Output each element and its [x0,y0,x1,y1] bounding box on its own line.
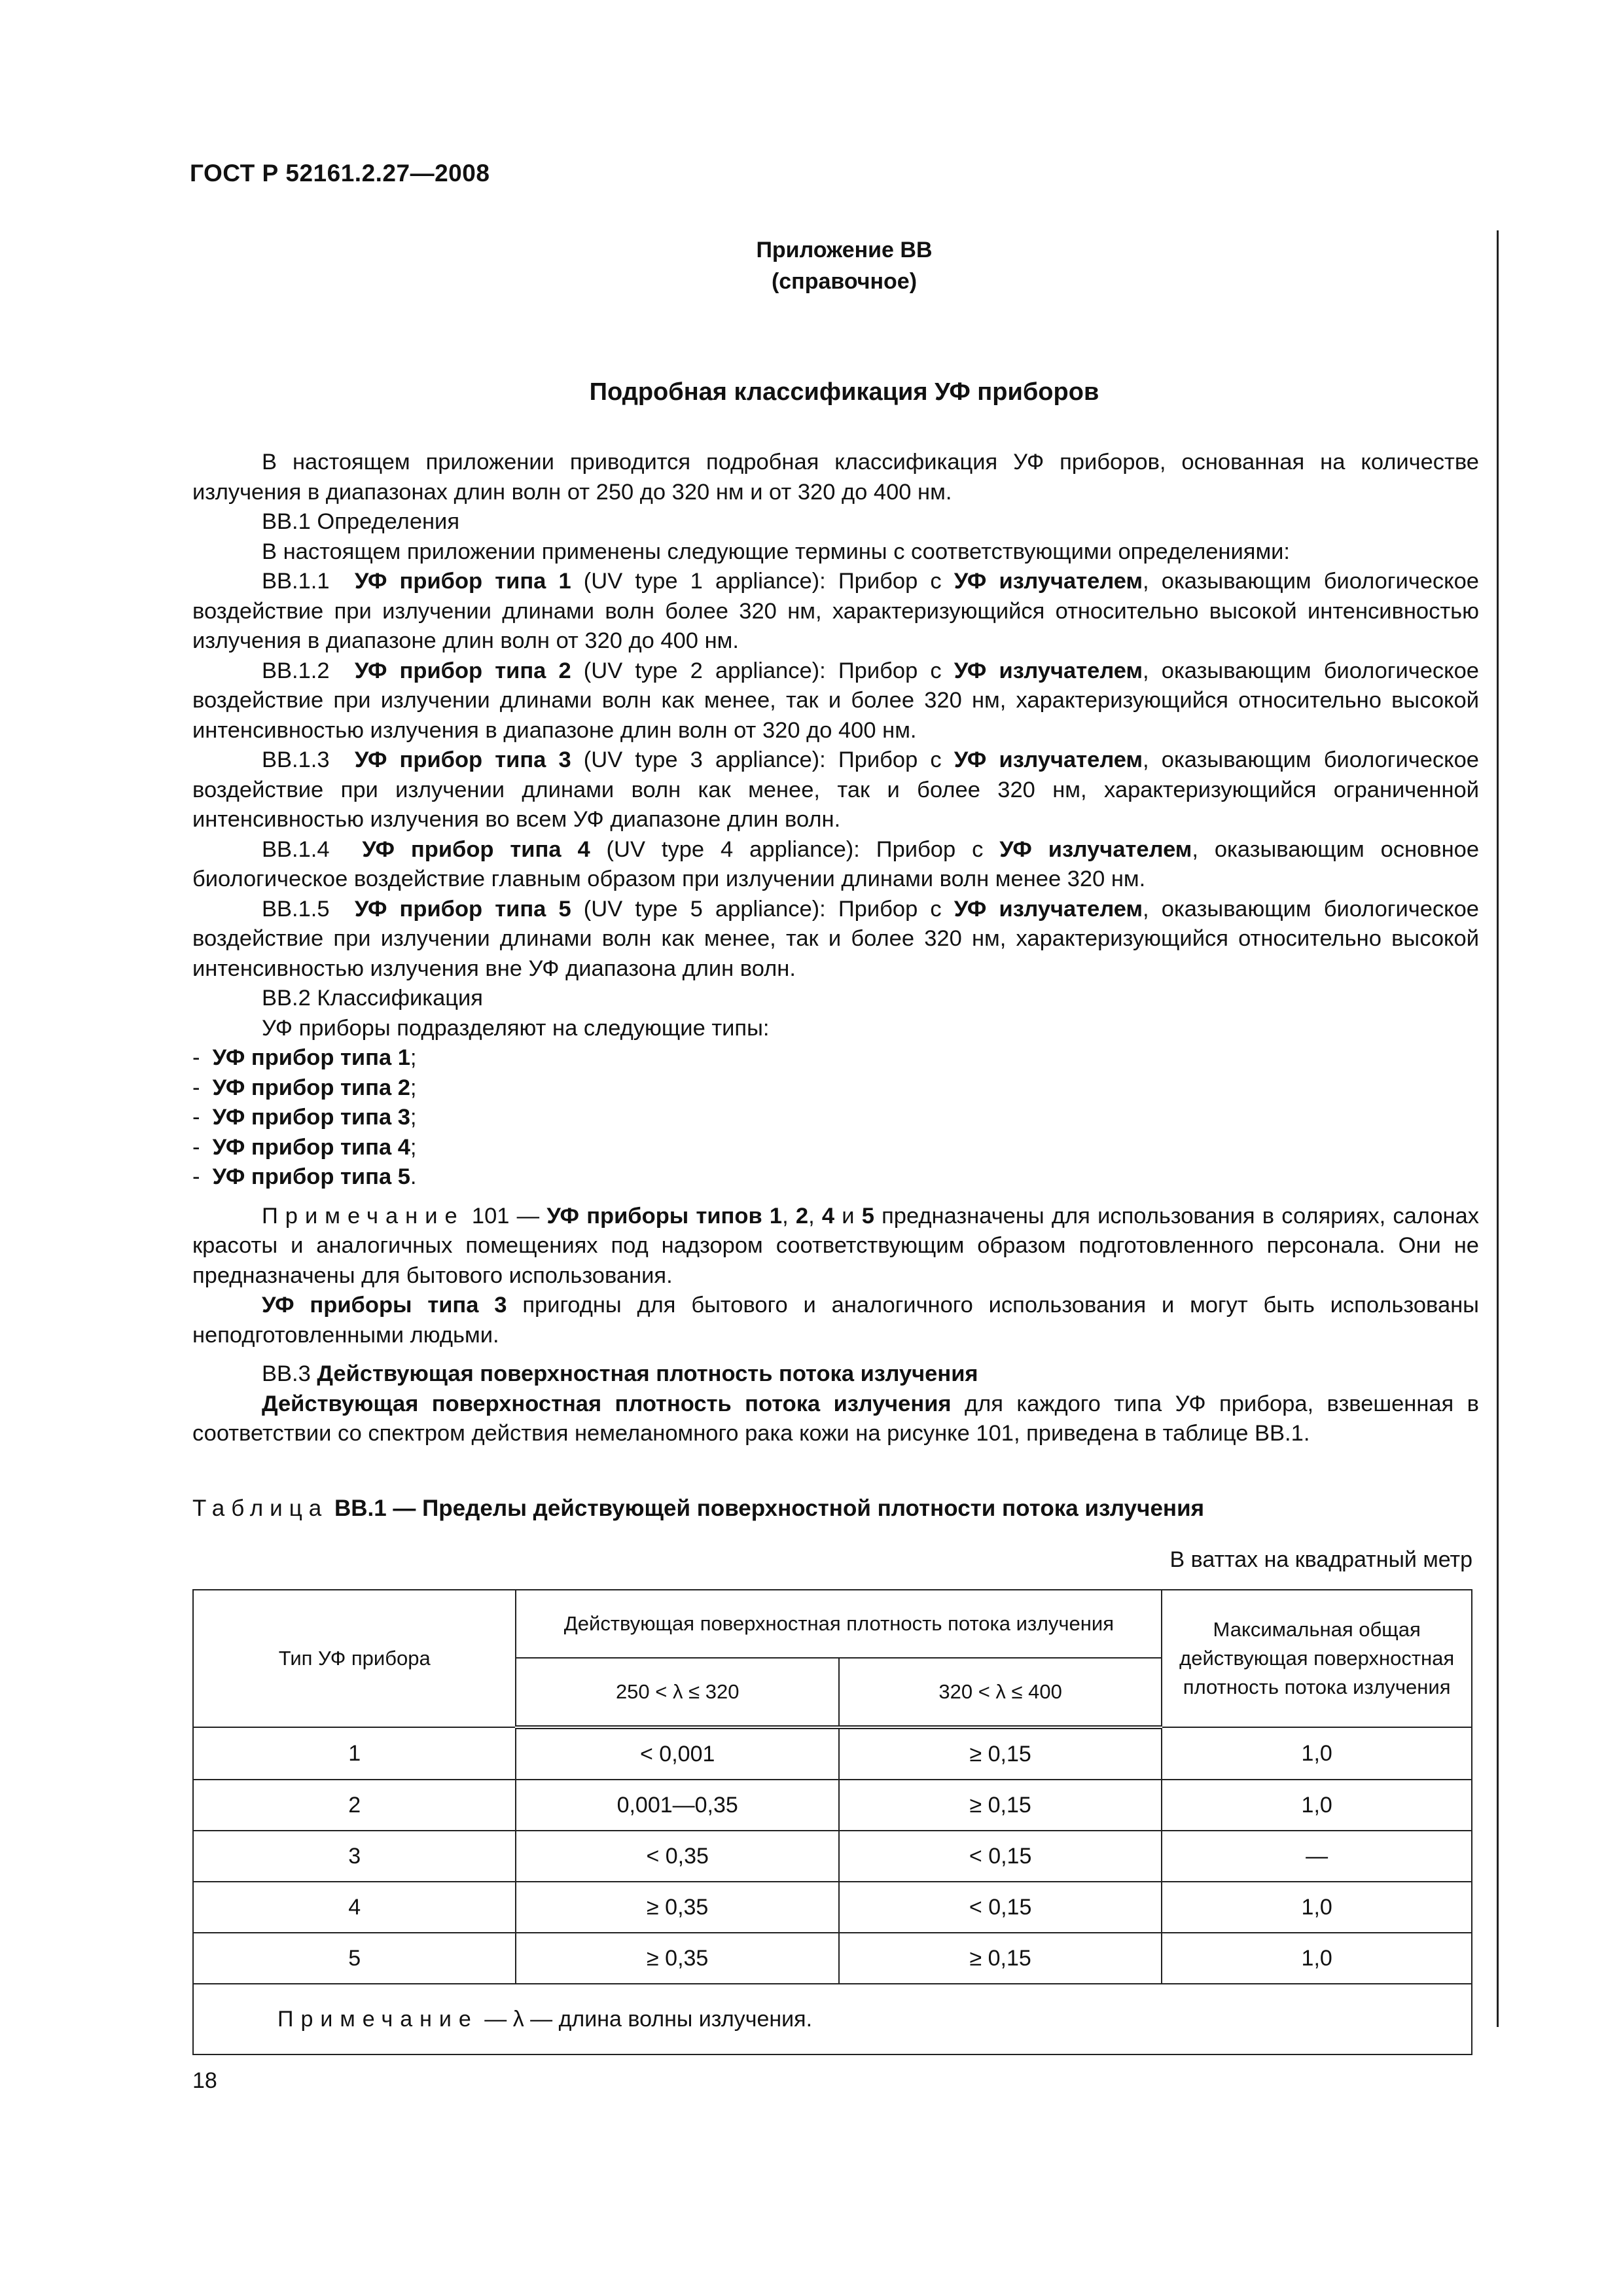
cell-range-2: ≥ 0,15 [839,1933,1162,1984]
flux-text: для каждого типа УФ прибора, взвешенная в соответствии со спектром действия немеланомного рака кожи на рисунке 101, приведена в таблице ВВ.1. [192,1391,1480,1446]
list-dash: - [192,1164,200,1189]
cell-range-1: 0,001—0,35 [516,1780,838,1831]
note-bold: типов 1 [696,1203,783,1229]
body-text [192,448,1479,1449]
list-item-end: . [410,1164,417,1189]
table-note-word: Примечание [277,2006,478,2032]
definition-text: (UV type 1 appliance): Прибор с [571,569,954,594]
definition-number: ВВ.1.3 [262,747,330,772]
cell-type: 4 [193,1882,516,1933]
document-id: ГОСТ Р 52161.2.27—2008 [190,160,490,187]
definition-paragraph [192,745,1479,835]
definition-text: , оказывающим биологическое воздействие при излучении длинами волн более 320 нм, характеризующийся относительно высокой интенсивностью излучения в диапазоне длин волн от 320 до 400 нм. [192,569,1479,653]
cell-max: 1,0 [1162,1727,1472,1780]
cell-type: 2 [193,1780,516,1831]
table-note-row [193,1984,1472,2054]
list-dash: - [192,1045,200,1070]
cell-range-2: ≥ 0,15 [839,1780,1162,1831]
section-heading-classification: ВВ.2 Классификация [262,986,483,1011]
definition-term: УФ прибор типа 3 [354,747,571,772]
definition-term: УФ прибор типа 5 [354,896,571,922]
definition-emitter: УФ излучателем [954,569,1143,594]
definition-emitter: УФ излучателем [999,836,1192,862]
definition-paragraph [192,656,1479,746]
definition-emitter: УФ излучателем [954,747,1143,772]
definition-paragraph [192,895,1479,984]
list-item [192,1043,1479,1073]
list-item [192,1133,1479,1163]
appendix-heading [190,234,1499,297]
table-row [193,1727,1472,1780]
header-range-1: 250 < λ ≤ 320 [516,1658,838,1727]
definition-term: УФ прибор типа 2 [354,658,571,683]
definition-number: ВВ.1.1 [262,569,330,594]
header-type: Тип УФ прибора [193,1590,516,1727]
cell-range-1: ≥ 0,35 [516,1882,838,1933]
definition-emitter: УФ излучателем [954,658,1143,683]
definition-text: , оказывающим биологическое воздействие при излучении длинами волн как менее, так и более 320 нм, характеризующийся относительно высокой интенсивностью излучения вне УФ диапазона длин волн. [192,896,1479,981]
cell-range-1: ≥ 0,35 [516,1933,838,1984]
note-word: Примечание [262,1203,465,1229]
note-bold: 2 [795,1203,809,1229]
flux-paragraph [192,1390,1479,1449]
header-max-line: Максимальная общая [1213,1618,1421,1641]
list-dash: - [192,1134,200,1160]
cell-range-2: ≥ 0,15 [839,1727,1162,1780]
definition-number: ВВ.1.2 [262,658,330,683]
note-text: пригодны для бытового и аналогичного использования и могут быть использованы неподготовленными людьми. [192,1293,1479,1348]
definition-text: (UV type 2 appliance): Прибор с [571,658,954,683]
cell-type: 3 [193,1831,516,1882]
note-space [688,1204,696,1229]
section-heading-definitions: ВВ.1 Определения [262,509,460,534]
list-item-label: УФ прибор типа 2 [212,1075,410,1100]
section-number: ВВ.3 [262,1361,317,1386]
cell-range-2: < 0,15 [839,1831,1162,1882]
definition-text: (UV type 4 appliance): Прибор с [590,836,1000,862]
header-max-line: плотность потока излучения [1183,1676,1451,1698]
list-item [192,1073,1479,1103]
note-bold: УФ приборы [546,1203,689,1229]
note-bold: 4 [821,1203,835,1229]
definitions-lead: В настоящем приложении применены следующие термины с соответствующими определениями: [262,539,1291,564]
list-item-label: УФ прибор типа 3 [212,1105,410,1130]
list-dash: - [192,1105,200,1130]
table-row [193,1831,1472,1882]
list-dash: - [192,1075,200,1100]
list-item-label: УФ прибор типа 1 [212,1045,410,1070]
table-row [193,1933,1472,1984]
table-caption-word: Таблица [192,1496,329,1521]
table-caption-text: ВВ.1 — Пределы действующей поверхностной плотности потока излучения [328,1496,1205,1521]
header-group: Действующая поверхностная плотность потока излучения [516,1590,1162,1658]
definition-number: ВВ.1.4 [262,836,330,862]
note-text: , [808,1203,822,1229]
table-units: В ваттах на квадратный метр [1169,1547,1472,1572]
note-101-paragraph-2 [192,1291,1479,1350]
section-heading-text: Действующая поверхностная плотность потока излучения [317,1361,978,1386]
cell-max: 1,0 [1162,1780,1472,1831]
section-heading-flux [192,1359,1479,1390]
flux-term: Действующая поверхностная плотность потока излучения [262,1391,952,1416]
flux-limits-table [192,1589,1472,2055]
table-note-text: — λ — длина волны излучения. [478,2006,813,2032]
header-max-line: действующая поверхностная [1179,1647,1455,1670]
definition-text: (UV type 5 appliance): Прибор с [571,896,954,922]
cell-range-2: < 0,15 [839,1882,1162,1933]
classification-lead: УФ приборы подразделяют на следующие типы: [262,1015,770,1041]
list-item-end: ; [410,1105,417,1130]
cell-range-1: < 0,001 [516,1727,838,1780]
definition-text: , оказывающим биологическое воздействие при излучении длинами волн как менее, так и более 320 нм, характеризующийся ограниченной интенсивностью излучения во всем УФ диапазоне длин волн. [192,747,1479,832]
definition-text: , оказывающим биологическое воздействие при излучении длинами волн как менее, так и более 320 нм, характеризующийся относительно высокой интенсивностью излучения в диапазоне длин волн от 320 до 400 нм. [192,658,1479,743]
margin-rule [1497,230,1499,2027]
appendix-title: Подробная классификация УФ приборов [589,378,1099,406]
cell-type: 5 [193,1933,516,1984]
appendix-label: Приложение ВВ [756,238,933,262]
header-range-2: 320 < λ ≤ 400 [839,1658,1162,1727]
list-item-label: УФ прибор типа 4 [212,1134,410,1160]
note-bold: 5 [861,1203,874,1229]
header-max [1162,1590,1472,1727]
definition-emitter: УФ излучателем [954,896,1143,922]
cell-type: 1 [193,1727,516,1780]
note-text: и [834,1203,862,1229]
definition-term: УФ прибор типа 4 [362,836,590,862]
list-item-label: УФ прибор типа 5 [212,1164,410,1189]
appendix-status: (справочное) [771,269,918,294]
page-number: 18 [192,2068,217,2093]
cell-max: — [1162,1831,1472,1882]
note-text: , [782,1203,796,1229]
table-row [193,1882,1472,1933]
note-101 [192,1202,1479,1291]
intro-paragraph: В настоящем приложении приводится подробная классификация УФ приборов, основанная на количестве излучения в диапазонах длин волн от 250 до 320 нм и от 320 до 400 нм. [192,450,1479,505]
cell-max: 1,0 [1162,1882,1472,1933]
definition-paragraph [192,835,1479,895]
definition-text: (UV type 3 appliance): Прибор с [571,747,954,772]
note-bold: УФ приборы типа 3 [262,1293,507,1318]
list-item-end: ; [410,1045,417,1070]
table-header-row [193,1590,1472,1658]
cell-range-1: < 0,35 [516,1831,838,1882]
definition-text: , оказывающим основное биологическое воздействие главным образом при излучении длинами волн менее 320 нм. [192,836,1480,891]
table-caption [192,1496,1204,1522]
note-text: предназначены для использования в соляриях, салонах красоты и аналогичных помещениях под надзором соответствующим образом подготовленного персонала. Они не предназначены для бытового использования. [192,1203,1479,1288]
definition-paragraph [192,567,1479,656]
table-row [193,1780,1472,1831]
definition-number: ВВ.1.5 [262,896,330,922]
list-item [192,1103,1479,1133]
list-item [192,1162,1479,1193]
list-item-end: ; [410,1134,417,1160]
definition-term: УФ прибор типа 1 [354,569,571,594]
cell-max: 1,0 [1162,1933,1472,1984]
table-note [193,1984,1472,2054]
list-item-end: ; [410,1075,417,1100]
note-number: 101 — [464,1203,547,1229]
